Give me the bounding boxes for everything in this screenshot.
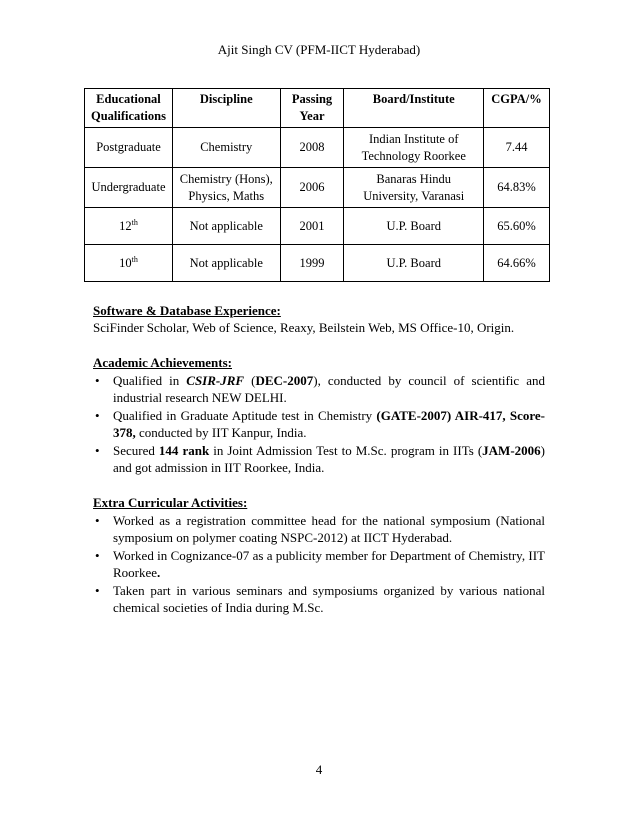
cell-year: 2006 <box>280 168 344 208</box>
page-number: 4 <box>315 762 323 777</box>
academic-list <box>93 372 545 476</box>
cv-content <box>93 302 545 634</box>
software-section <box>93 302 545 336</box>
bullet-icon: • <box>95 443 100 458</box>
item-bold-text: (GATE-2007) AIR-417, Score-378, <box>113 408 545 440</box>
item-text: Worked as a registration committee head for the national symposium (National symposium on polymer coating NSPC-2012) at IICT Hyderabad. <box>113 513 545 545</box>
item-text: ( <box>244 373 256 388</box>
cell-score: 65.60% <box>484 208 550 245</box>
extra-section <box>93 494 545 616</box>
cell-discipline: Not applicable <box>172 245 280 282</box>
item-text: Secured <box>113 443 159 458</box>
cell-qualification: Postgraduate <box>85 128 173 168</box>
cell-year: 1999 <box>280 245 344 282</box>
item-bold-text: . <box>157 565 161 580</box>
header-discipline: Discipline <box>172 89 280 128</box>
list-item <box>93 442 545 476</box>
cell-score: 64.83% <box>484 168 550 208</box>
header-passing-year: Passing Year <box>280 89 344 128</box>
cell-board: Indian Institute of Technology Roorkee <box>344 128 484 168</box>
academic-title: Academic Achievements: <box>93 355 232 370</box>
table-row <box>85 128 550 168</box>
header-qualifications: Educational Qualifications <box>85 89 173 128</box>
item-text: Qualified in <box>113 373 187 388</box>
cell-year: 2008 <box>280 128 344 168</box>
item-bold-text: 144 rank <box>158 443 210 458</box>
education-table <box>84 88 550 282</box>
item-text: Taken part in various seminars and symposiums organized by various national chemical societies of India during M.Sc. <box>113 583 545 615</box>
page-header: Ajit Singh CV (PFM-IICT Hyderabad) <box>217 42 421 57</box>
cell-qualification <box>85 208 173 245</box>
cell-board: U.P. Board <box>344 208 484 245</box>
list-item <box>93 582 545 616</box>
qualification-suffix: th <box>131 254 138 264</box>
academic-section <box>93 354 545 476</box>
extra-title: Extra Curricular Activities: <box>93 495 248 510</box>
qualification-number: 12 <box>119 218 132 233</box>
item-text: in Joint Admission Test to M.Sc. program in IITs ( <box>209 443 483 458</box>
table-row <box>85 245 550 282</box>
bullet-icon: • <box>95 513 100 528</box>
cell-year: 2001 <box>280 208 344 245</box>
header-cgpa: CGPA/% <box>484 89 550 128</box>
list-item <box>93 512 545 546</box>
bullet-icon: • <box>95 373 100 388</box>
cell-score: 64.66% <box>484 245 550 282</box>
table-row <box>85 168 550 208</box>
list-item <box>93 407 545 441</box>
item-bold-text: CSIR-JRF <box>186 373 245 388</box>
bullet-icon: • <box>95 408 100 423</box>
software-text: SciFinder Scholar, Web of Science, Reaxy, Beilstein Web, MS Office-10, Origin. <box>93 320 515 335</box>
item-bold-text: DEC-2007 <box>255 373 314 388</box>
qualification-suffix: th <box>131 217 138 227</box>
software-title: Software & Database Experience: <box>93 303 281 318</box>
cell-board: Banaras Hindu University, Varanasi <box>344 168 484 208</box>
item-text: ), conducted by council of scientific and industrial research NEW DELHI. <box>113 373 545 405</box>
item-text: ) and got admission in IIT Roorkee, India. <box>113 443 545 475</box>
extra-list <box>93 512 545 616</box>
cell-qualification: Undergraduate <box>85 168 173 208</box>
table-header-row <box>85 89 550 128</box>
qualification-number: 10 <box>119 255 132 270</box>
header-board-institute: Board/Institute <box>344 89 484 128</box>
cell-discipline: Chemistry <box>172 128 280 168</box>
list-item <box>93 547 545 581</box>
item-text: conducted by IIT Kanpur, India. <box>135 425 307 440</box>
cell-board: U.P. Board <box>344 245 484 282</box>
cell-score: 7.44 <box>484 128 550 168</box>
list-item <box>93 372 545 406</box>
bullet-icon: • <box>95 583 100 598</box>
cell-discipline: Chemistry (Hons), Physics, Maths <box>172 168 280 208</box>
bullet-icon: • <box>95 548 100 563</box>
item-text: Qualified in Graduate Aptitude test in Chemistry <box>113 408 377 423</box>
item-bold-text: JAM-2006 <box>482 443 541 458</box>
cell-qualification <box>85 245 173 282</box>
table-row <box>85 208 550 245</box>
item-text: Worked in Cognizance-07 as a publicity member for Department of Chemistry, IIT Roorkee <box>113 548 545 580</box>
cell-discipline: Not applicable <box>172 208 280 245</box>
